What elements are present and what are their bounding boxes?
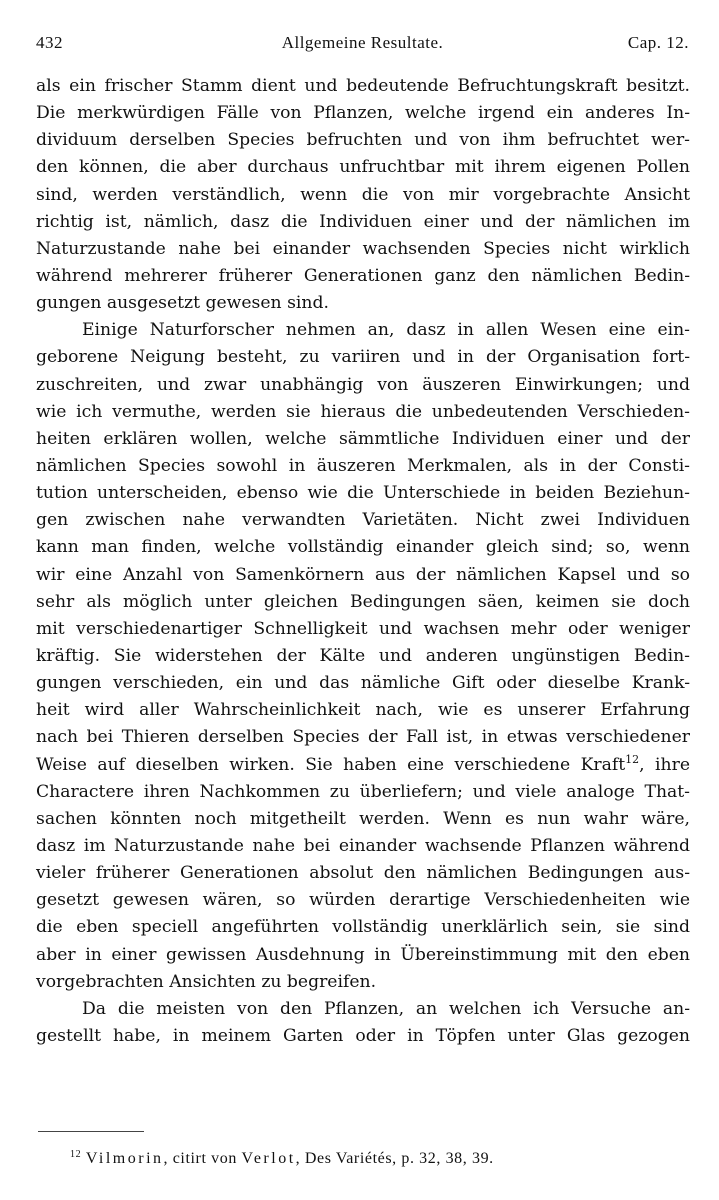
text-line: Die merkwürdigen Fälle von Pflanzen, welche irgend ein anderes In- bbox=[36, 103, 690, 124]
text-line: kann man finden, welche vollständig einander gleich sind; so, wenn bbox=[36, 537, 690, 558]
text-line: tution unterscheiden, ebenso wie die Unterschiede in beiden Beziehun- bbox=[36, 483, 690, 504]
text-line: richtig ist, nämlich, dasz die Individuen einer und der nämlichen im bbox=[36, 211, 690, 232]
text-line: geborene Neigung besteht, zu variiren und in der Organisation fort- bbox=[36, 347, 690, 368]
paragraph-start-line: Einige Naturforscher nehmen an, dasz in allen Wesen eine ein- bbox=[82, 320, 690, 341]
text-line: nach bei Thieren derselben Species der Fall ist, in etwas verschiedener bbox=[36, 727, 690, 748]
running-header bbox=[36, 33, 689, 57]
text-line: während mehrerer früherer Generationen ganz den nämlichen Bedin- bbox=[36, 265, 690, 286]
text-line: heiten erklären wollen, welche sämmtliche Individuen einer und der bbox=[36, 428, 690, 449]
text-line: gesetzt gewesen wären, so würden derartige Verschiedenheiten wie bbox=[36, 890, 690, 911]
footnote-marker: 12 bbox=[70, 1149, 82, 1160]
text-line-tail: , ihre bbox=[639, 754, 691, 775]
text-line: sehr als möglich unter gleichen Bedingungen säen, keimen sie doch bbox=[36, 591, 690, 612]
text-line: den können, die aber durchaus unfruchtbar mit ihrem eigenen Pollen bbox=[36, 157, 690, 178]
text-line: sind, werden verständlich, wenn die von mir vorgebrachte Ansicht bbox=[36, 184, 690, 205]
footnote-citation: , Des Variétés, p. 32, 38, 39. bbox=[295, 1150, 494, 1167]
page-number: 432 bbox=[36, 33, 63, 52]
text-line: mit verschiedenartiger Schnelligkeit und wachsen mehr oder weniger bbox=[36, 618, 690, 639]
text-line: wir eine Anzahl von Samenkörnern aus der nämlichen Kapsel und so bbox=[36, 564, 690, 585]
chapter-label: Cap. 12. bbox=[627, 33, 689, 52]
footnote-divider bbox=[38, 1131, 144, 1132]
text-line: vieler früherer Generationen absolut den nämlichen Bedingungen aus- bbox=[36, 863, 690, 884]
text-line: zuschreiten, und zwar unabhängig von äuszeren Einwirkungen; und bbox=[36, 374, 690, 395]
text-line: die eben speciell angeführten vollständig unerklärlich sein, sie sind bbox=[36, 917, 690, 938]
paragraph-start-line: Da die meisten von den Pflanzen, an welchen ich Versuche an- bbox=[82, 998, 690, 1019]
body-text bbox=[36, 73, 690, 1050]
text-line-head: Weise auf dieselben wirken. Sie haben eine verschiedene Kraft bbox=[36, 754, 626, 775]
paragraph-end-line: vorgebrachten Ansichten zu begreifen. bbox=[36, 971, 377, 992]
footnote-cited-author: Verlot bbox=[241, 1150, 296, 1167]
text-line: aber in einer gewissen Ausdehnung in Übereinstimmung mit den eben bbox=[36, 944, 690, 965]
text-line: nämlichen Species sowohl in äuszeren Merkmalen, als in der Consti- bbox=[36, 455, 690, 476]
footnote-text: , citirt von bbox=[163, 1150, 242, 1167]
text-line: sachen könnten noch mitgetheilt werden. Wenn es nun wahr wäre, bbox=[36, 808, 690, 829]
text-line: dasz im Naturzustande nahe bei einander wachsende Pflanzen während bbox=[36, 835, 690, 856]
text-line: kräftig. Sie widerstehen der Kälte und anderen ungünstigen Bedin- bbox=[36, 645, 690, 666]
text-line: wie ich vermuthe, werden sie hieraus die unbedeutenden Verschieden- bbox=[36, 401, 690, 422]
footnote-reference: 12 bbox=[625, 752, 640, 766]
text-line: heit wird aller Wahrscheinlichkeit nach, wie es unserer Erfahrung bbox=[36, 700, 690, 721]
text-line: dividuum derselben Species befruchten und von ihm befruchtet wer- bbox=[36, 130, 690, 151]
text-line: Naturzustande nahe bei einander wachsenden Species nicht wirklich bbox=[36, 238, 690, 259]
paragraph-end-line: gungen ausgesetzt gewesen sind. bbox=[36, 293, 329, 314]
text-line: als ein frischer Stamm dient und bedeutende Befruchtungskraft besitzt. bbox=[36, 76, 690, 96]
footnote-author: Vilmorin bbox=[85, 1150, 164, 1167]
text-line-with-footnote-ref bbox=[36, 752, 690, 779]
text-line: Charactere ihren Nachkommen zu überliefern; und viele analoge That- bbox=[36, 781, 690, 802]
running-title: Allgemeine Resultate. bbox=[281, 33, 444, 52]
text-line: gen zwischen nahe verwandten Varietäten. Nicht zwei Individuen bbox=[36, 510, 690, 531]
text-line: gestellt habe, in meinem Garten oder in Töpfen unter Glas gezogen bbox=[36, 1025, 690, 1046]
footnote bbox=[70, 1150, 494, 1168]
text-line: gungen verschieden, ein und das nämliche Gift oder dieselbe Krank- bbox=[36, 673, 690, 694]
